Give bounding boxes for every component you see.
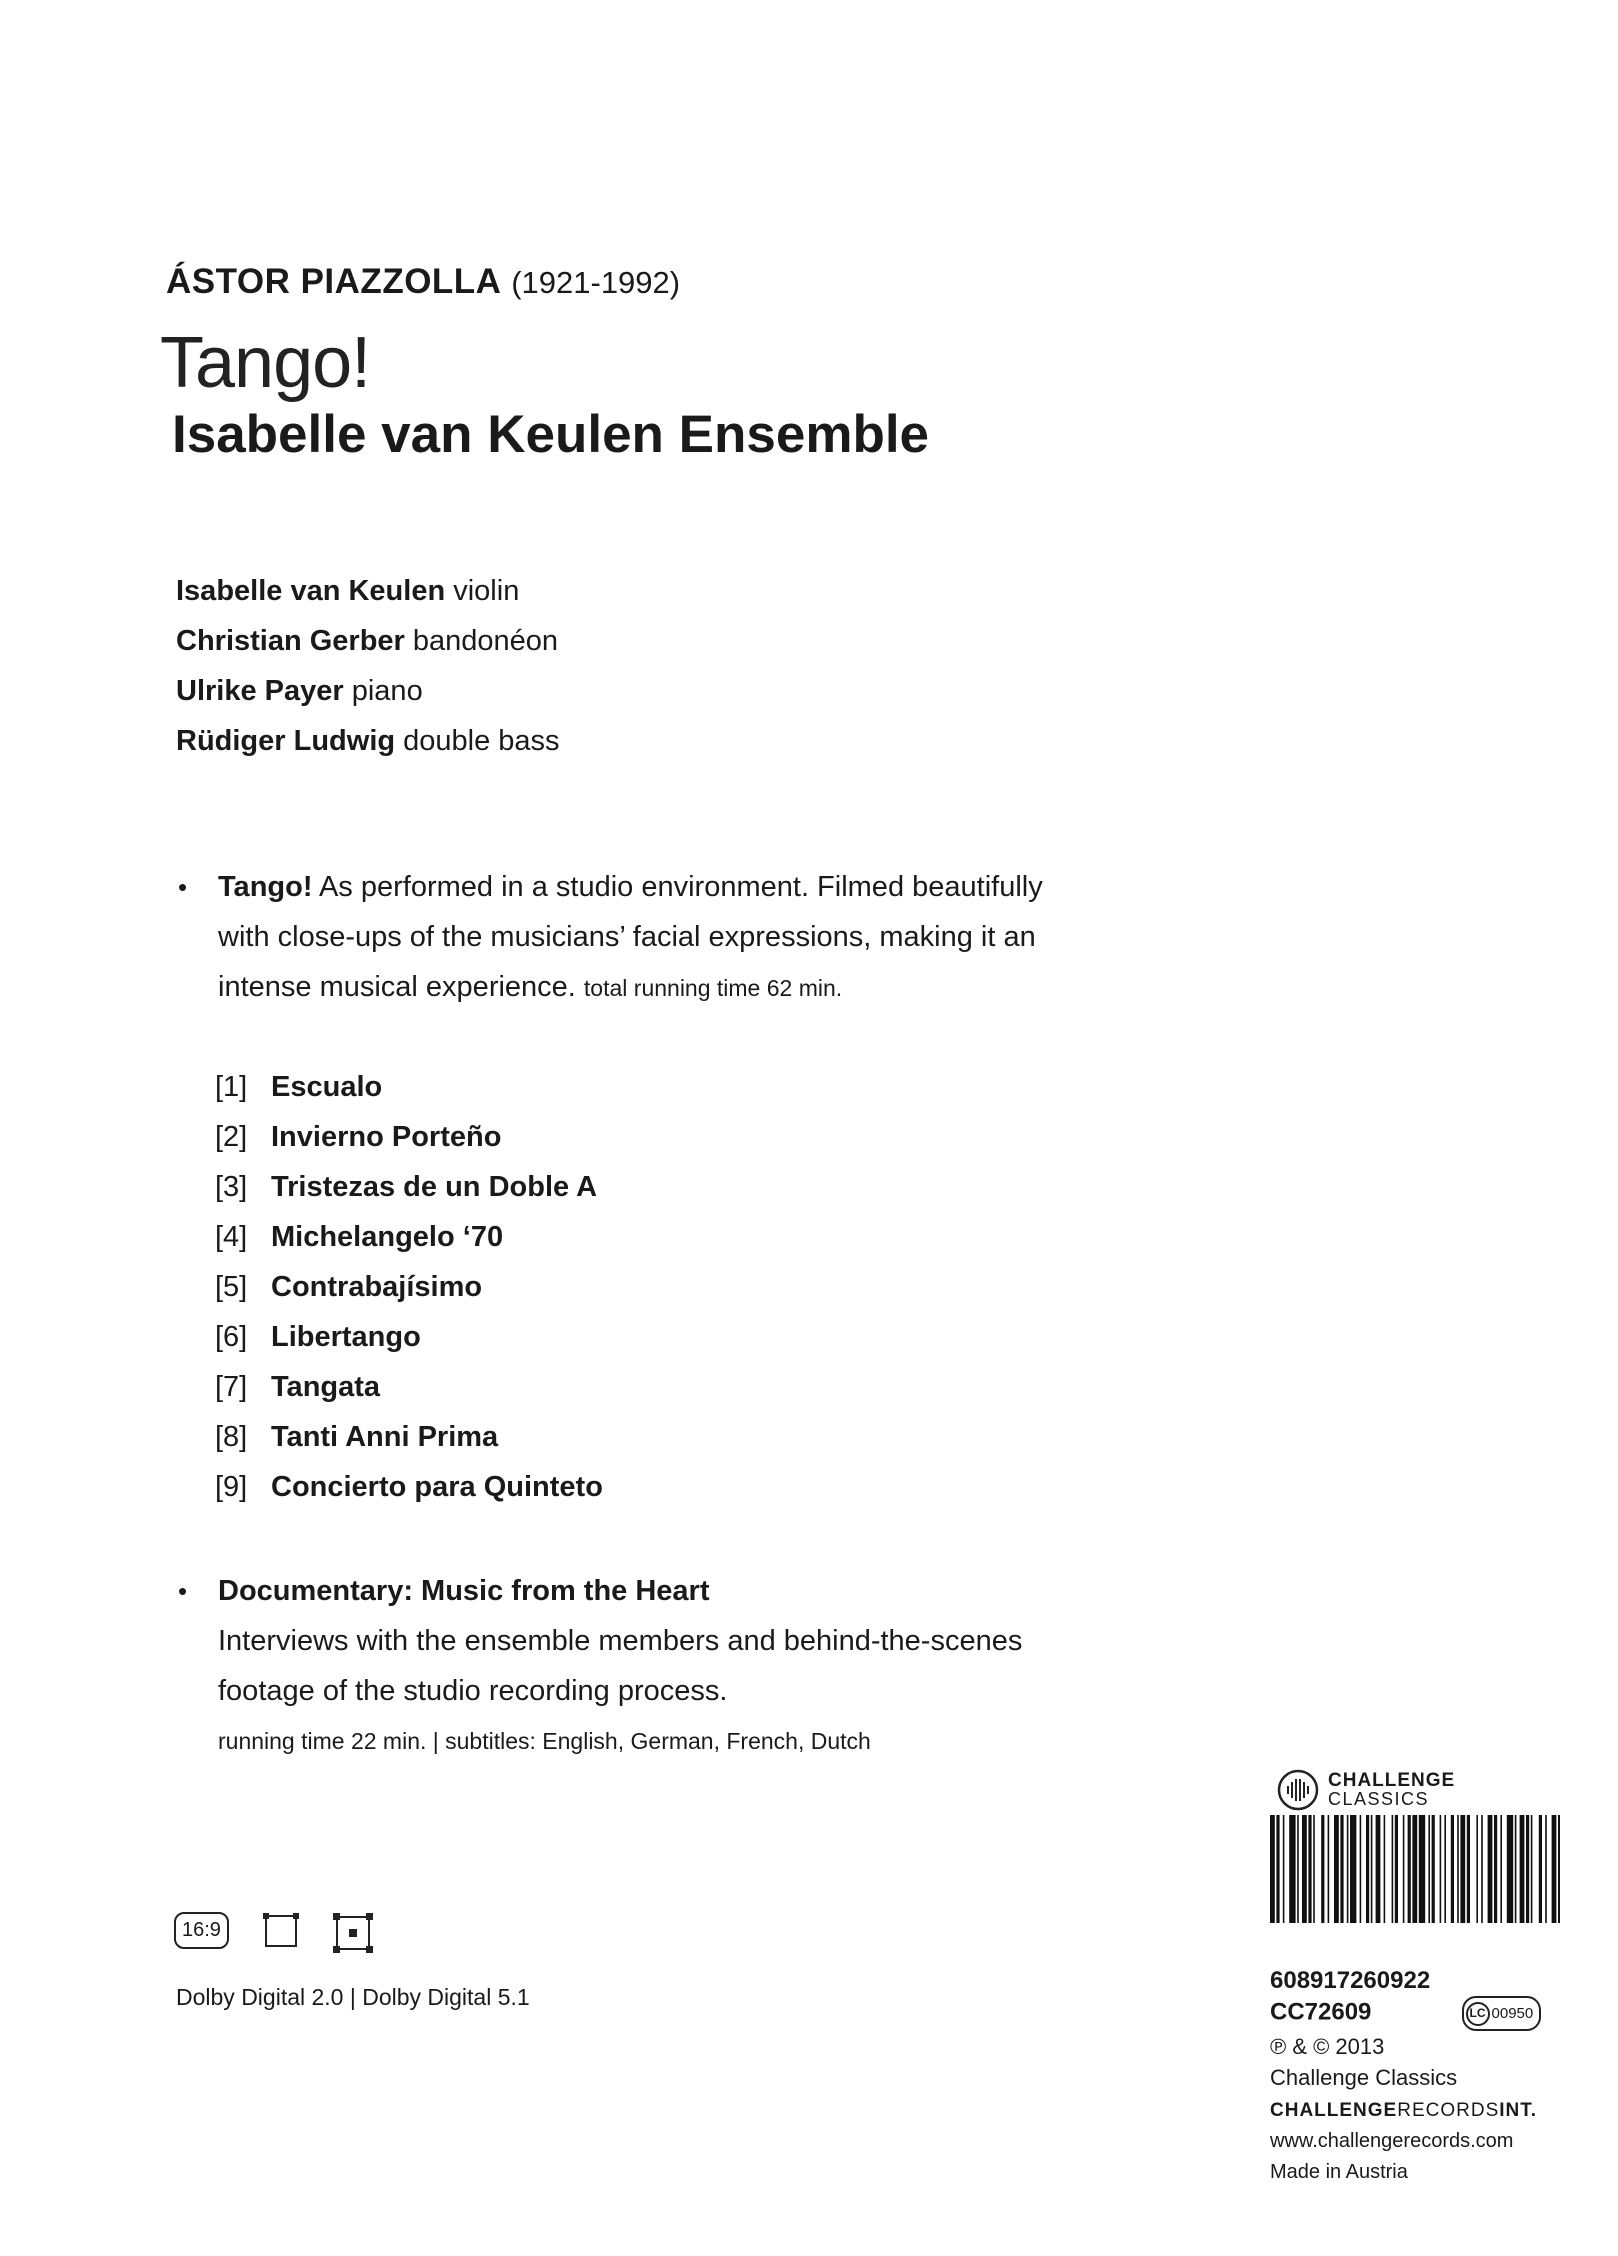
lc-code: 00950 <box>1491 2005 1534 2022</box>
track-item <box>215 1412 603 1462</box>
track-item <box>215 1162 603 1212</box>
track-title: Tangata <box>271 1371 381 1403</box>
feature-runtime: total running time 62 min. <box>583 975 843 1001</box>
musician-row <box>176 666 560 716</box>
musician-name: Rüdiger Ludwig <box>176 725 396 757</box>
musician-instrument: bandonéon <box>412 625 559 657</box>
track-number: [4] <box>215 1221 248 1253</box>
track-number: [7] <box>215 1371 248 1403</box>
track-number: [1] <box>215 1071 248 1103</box>
lc-icon: LC <box>1466 2002 1490 2026</box>
track-number: [5] <box>215 1271 248 1303</box>
composer-years: (1921-1992) <box>511 265 681 300</box>
documentary-meta: running time 22 min. | subtitles: English, German, French, Dutch <box>218 1728 871 1754</box>
feature-description <box>178 862 1138 1013</box>
track-number: [2] <box>215 1121 248 1153</box>
records-part: INT. <box>1499 2100 1538 2121</box>
musician-row <box>176 566 560 616</box>
track-item <box>215 1362 603 1412</box>
track-number: [6] <box>215 1321 248 1353</box>
records-part: CHALLENGE <box>1270 2100 1398 2121</box>
catalog-line <box>1270 1996 1541 2031</box>
website: www.challengerecords.com <box>1270 2130 1514 2152</box>
track-number: [3] <box>215 1171 248 1203</box>
documentary-line: Interviews with the ensemble members and behind-the-scenes <box>218 1625 1023 1657</box>
documentary-line: footage of the studio recording process. <box>218 1675 728 1707</box>
records-logo-text <box>1270 2093 1541 2126</box>
musician-name: Isabelle van Keulen <box>176 575 446 607</box>
format-icons <box>174 1912 369 1949</box>
track-item <box>215 1112 603 1162</box>
feature-line <box>218 862 1138 912</box>
label-info <box>1270 1965 1541 2188</box>
track-title: Tristezas de un Doble A <box>271 1171 598 1203</box>
musician-instrument: double bass <box>403 725 560 757</box>
feature-text: As performed in a studio environment. Filmed beautifully <box>318 871 1043 903</box>
composer-name: ÁSTOR PIAZZOLLA <box>166 262 502 301</box>
track-number: [9] <box>215 1471 248 1503</box>
musician-row <box>176 716 560 766</box>
feature-line <box>218 962 1138 1013</box>
label-code <box>1462 1996 1542 2031</box>
track-item <box>215 1212 603 1262</box>
feature-text: intense musical experience. <box>218 971 576 1003</box>
documentary-title <box>218 1566 1138 1616</box>
musician-name: Ulrike Payer <box>176 675 344 707</box>
copyright: ℗ & © 2013 <box>1270 2034 1385 2059</box>
catalog-number: CC72609 <box>1270 1998 1372 2026</box>
track-title: Tanti Anni Prima <box>271 1421 499 1453</box>
feature-lead: Tango! <box>218 871 313 903</box>
musician-row <box>176 616 560 666</box>
documentary-description <box>178 1566 1138 1766</box>
ensemble-name: Isabelle van Keulen Ensemble <box>172 405 930 464</box>
made-in: Made in Austria <box>1270 2161 1408 2183</box>
track-number: [8] <box>215 1421 248 1453</box>
bullet-icon: • <box>178 1576 188 1606</box>
barcode-number: 608917260922 <box>1270 1967 1431 1994</box>
track-item <box>215 1062 603 1112</box>
logo-text-classics: CLASSICS <box>1328 1789 1430 1809</box>
aspect-ratio-badge: 16:9 <box>174 1912 229 1949</box>
barcode <box>1270 1815 1560 1928</box>
album-title: Tango! <box>160 323 371 403</box>
frame-center-icon <box>333 1913 369 1949</box>
musician-list <box>176 566 560 766</box>
track-title: Michelangelo ‘70 <box>271 1221 504 1253</box>
track-title: Libertango <box>271 1321 421 1353</box>
track-list <box>215 1062 603 1512</box>
records-part: RECORDS <box>1397 2100 1500 2121</box>
musician-instrument: piano <box>351 675 423 707</box>
bullet-icon: • <box>178 872 188 902</box>
track-title: Concierto para Quinteto <box>271 1471 603 1503</box>
logo-text-challenge: CHALLENGE <box>1328 1770 1456 1791</box>
track-title: Invierno Porteño <box>271 1121 502 1153</box>
frame-icon <box>263 1913 299 1949</box>
musician-instrument: violin <box>453 575 520 607</box>
track-item <box>215 1312 603 1362</box>
audio-formats: Dolby Digital 2.0 | Dolby Digital 5.1 <box>176 1984 530 2010</box>
challenge-logo-icon <box>1276 1768 1320 1812</box>
composer-line <box>166 262 680 302</box>
feature-line: with close-ups of the musicians’ facial expressions, making it an <box>218 921 1036 953</box>
track-item <box>215 1262 603 1312</box>
musician-name: Christian Gerber <box>176 625 405 657</box>
track-title: Escualo <box>271 1071 383 1103</box>
track-title: Contrabajísimo <box>271 1271 483 1303</box>
company-name: Challenge Classics <box>1270 2065 1458 2090</box>
challenge-classics-logo <box>1276 1768 1455 1812</box>
track-item <box>215 1462 603 1512</box>
documentary-title-text: Documentary: Music from the Heart <box>218 1575 710 1607</box>
